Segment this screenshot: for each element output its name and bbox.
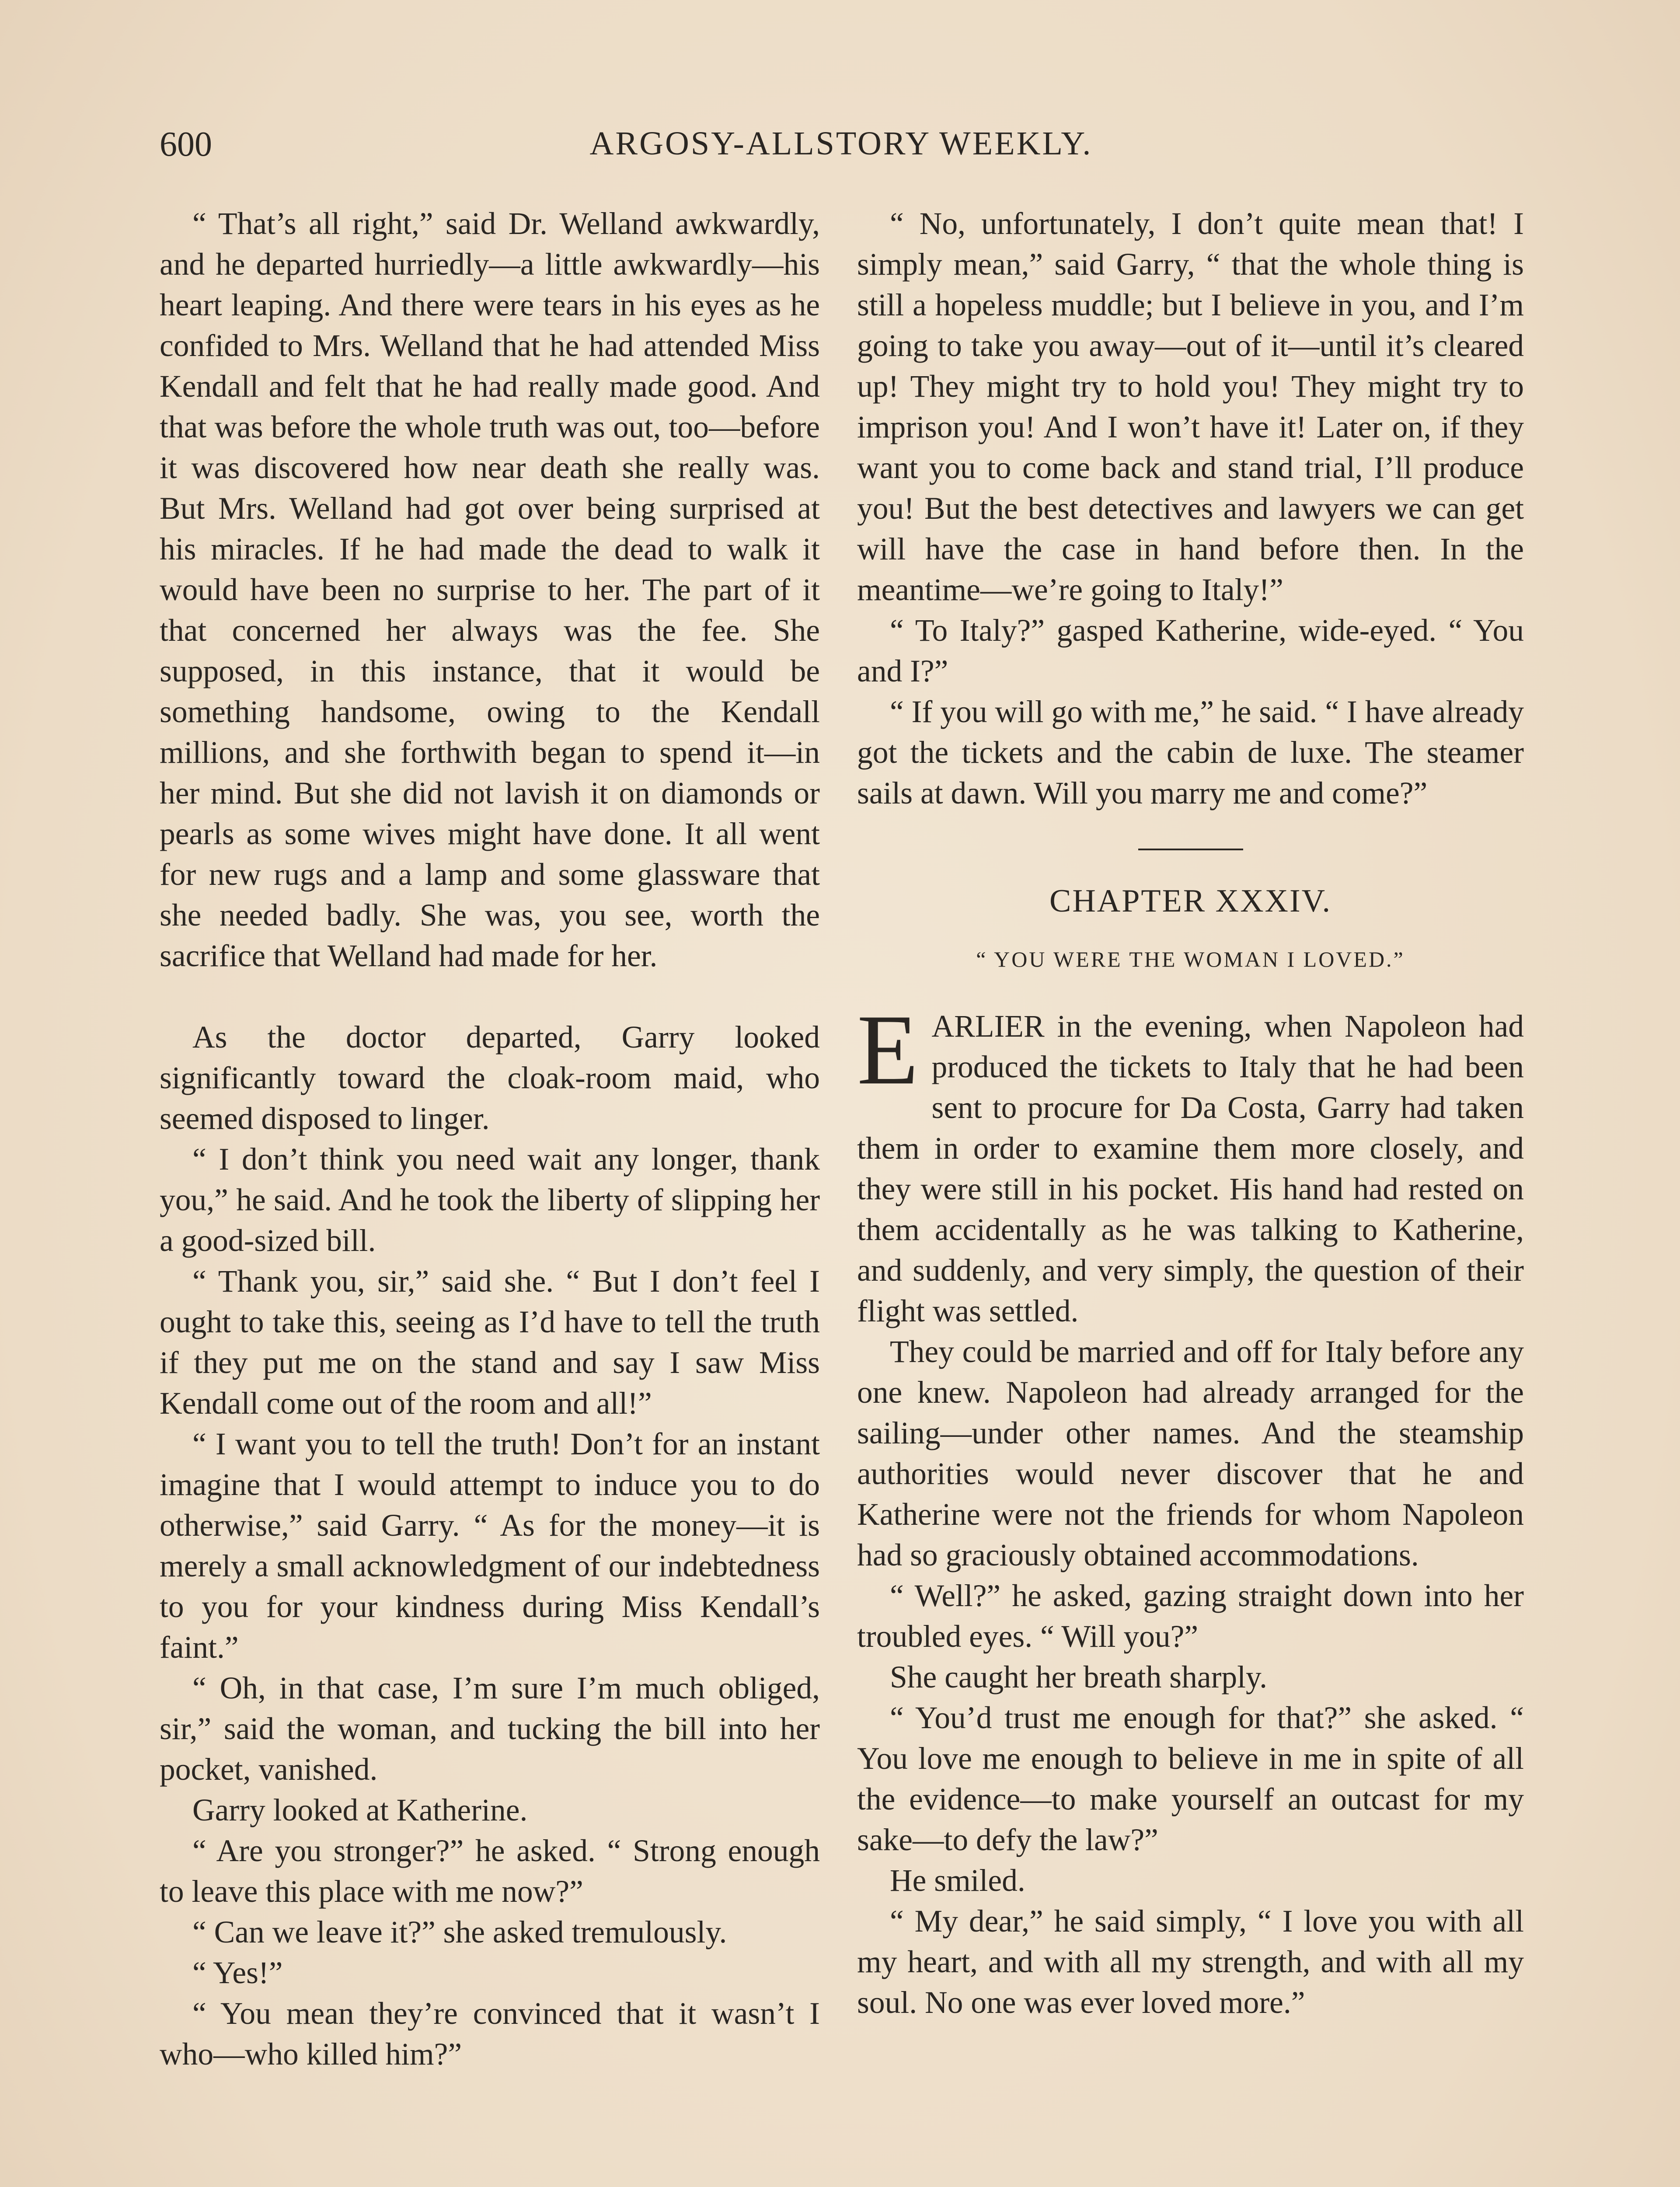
paragraph: “ Thank you, sir,” said she. “ But I don’t feel I ought to take this, seeing as I’d have to tell the truth if they put me on the stand and say I saw Miss Kendall come out of the room and all!” <box>160 1264 820 1421</box>
chapter-heading: CHAPTER XXXIV. <box>1049 883 1332 919</box>
paragraph: “ You’d trust me enough for that?” she asked. “ You love me enough to believe in me in spite of all the evidence—to make yourself an outcast for my sake—to defy the law?” <box>857 1701 1524 1857</box>
paragraph: “ My dear,” he said simply, “ I love you with all my heart, and with all my strength, and with all my soul. No one was ever loved more.” <box>857 1904 1524 2020</box>
paragraph: “ No, unfortunately, I don’t quite mean that! I simply mean,” said Garry, “ that the whole thing is still a hopeless muddle; but I believe in you, and I’m going to take you away—out of it—until it’s cleared up! They might try to hold you! They might try to imprison you! And I won’t have it! Later on, if they want you to come back and stand trial, I’ll produce you! But the best detectives and lawyers we can get will have the case in hand before then. In the meantime—we’re going to Italy!” <box>857 206 1524 607</box>
paragraph: She caught her breath sharply. <box>890 1660 1267 1694</box>
drop-cap: E <box>857 994 919 1105</box>
page-number: 600 <box>160 125 212 164</box>
drop-cap-continuation: ARLIER in the evening, when Napoleon had produced the tickets to Italy that he had been sent to procure for Da Costa, Garry had taken them in order to examine them more closely, and they were still in his pocket. His hand had rested on them accidentally as he was talking to Katherine, and suddenly, and very simply, the question of their flight was settled. <box>857 1009 1524 1328</box>
paragraph: He smiled. <box>890 1863 1025 1898</box>
paragraph: “ Well?” he asked, gazing straight down into her troubled eyes. “ Will you?” <box>857 1579 1524 1654</box>
paragraph: “ Can we leave it?” she asked tremulously. <box>192 1915 727 1949</box>
paragraph: “ I don’t think you need wait any longer, thank you,” he said. And he took the liberty of slipping her a good-sized bill. <box>160 1142 820 1258</box>
paragraph: “ Are you stronger?” he asked. “ Strong enough to leave this place with me now?” <box>160 1834 820 1909</box>
paragraph: “ I want you to tell the truth! Don’t for an instant imagine that I would attempt to induce you to do otherwise,” said Garry. “ As for the money—it is merely a small acknowledgment of our indebtedness to you for your kindness during Miss Kendall’s faint.” <box>160 1427 820 1665</box>
paragraph: Garry looked at Katherine. <box>192 1793 528 1827</box>
chapter-opening-paragraph <box>857 994 1524 1331</box>
right-column <box>857 203 1524 2187</box>
paragraph: “ That’s all right,” said Dr. Welland awkwardly, and he departed hurriedly—a little awkwardly—his heart leaping. And there were tears in his eyes as he confided to Mrs. Welland that he had attended Miss Kendall and felt that he had really made good. And that was before the whole truth was out, too—before it was discovered how near death she really was. But Mrs. Welland had got over being surprised at his miracles. If he had made the dead to walk it would have been no surprise to her. The part of it that concerned her always was the fee. She supposed, in this instance, that it would be something handsome, owing to the Kendall millions, and she forthwith began to spend it—in her mind. But she did not lavish it on diamonds or pearls as some wives might have done. It all went for new rugs and a lamp and some glassware that she needed badly. She was, you see, worth the sacrifice that Welland had made for her. <box>160 206 820 973</box>
left-column <box>160 203 820 2187</box>
paragraph: “ Oh, in that case, I’m sure I’m much obliged, sir,” said the woman, and tucking the bill into her pocket, vanished. <box>160 1671 820 1787</box>
paragraph: As the doctor departed, Garry looked significantly toward the cloak-room maid, who seemed disposed to linger. <box>160 1020 820 1136</box>
paragraph: “ You mean they’re convinced that it wasn’t I who—who killed him?” <box>160 1996 820 2072</box>
paragraph: “ To Italy?” gasped Katherine, wide-eyed. “ You and I?” <box>857 613 1524 688</box>
running-title: ARGOSY-ALLSTORY WEEKLY. <box>589 125 1093 162</box>
paragraph: “ Yes!” <box>192 1956 283 1990</box>
chapter-subtitle: “ YOU WERE THE WOMAN I LOVED.” <box>976 947 1405 971</box>
paragraph: “ If you will go with me,” he said. “ I have already got the tickets and the cabin de luxe. The steamer sails at dawn. Will you marry me and come?” <box>857 695 1524 811</box>
section-divider <box>1138 849 1243 850</box>
page-header <box>160 125 1523 168</box>
paragraph: They could be married and off for Italy before any one knew. Napoleon had already arranged for the sailing—under other names. And the steamship authorities would never discover that he and Katherine were not the friends for whom Napoleon had so graciously obtained accommodations. <box>857 1335 1524 1572</box>
